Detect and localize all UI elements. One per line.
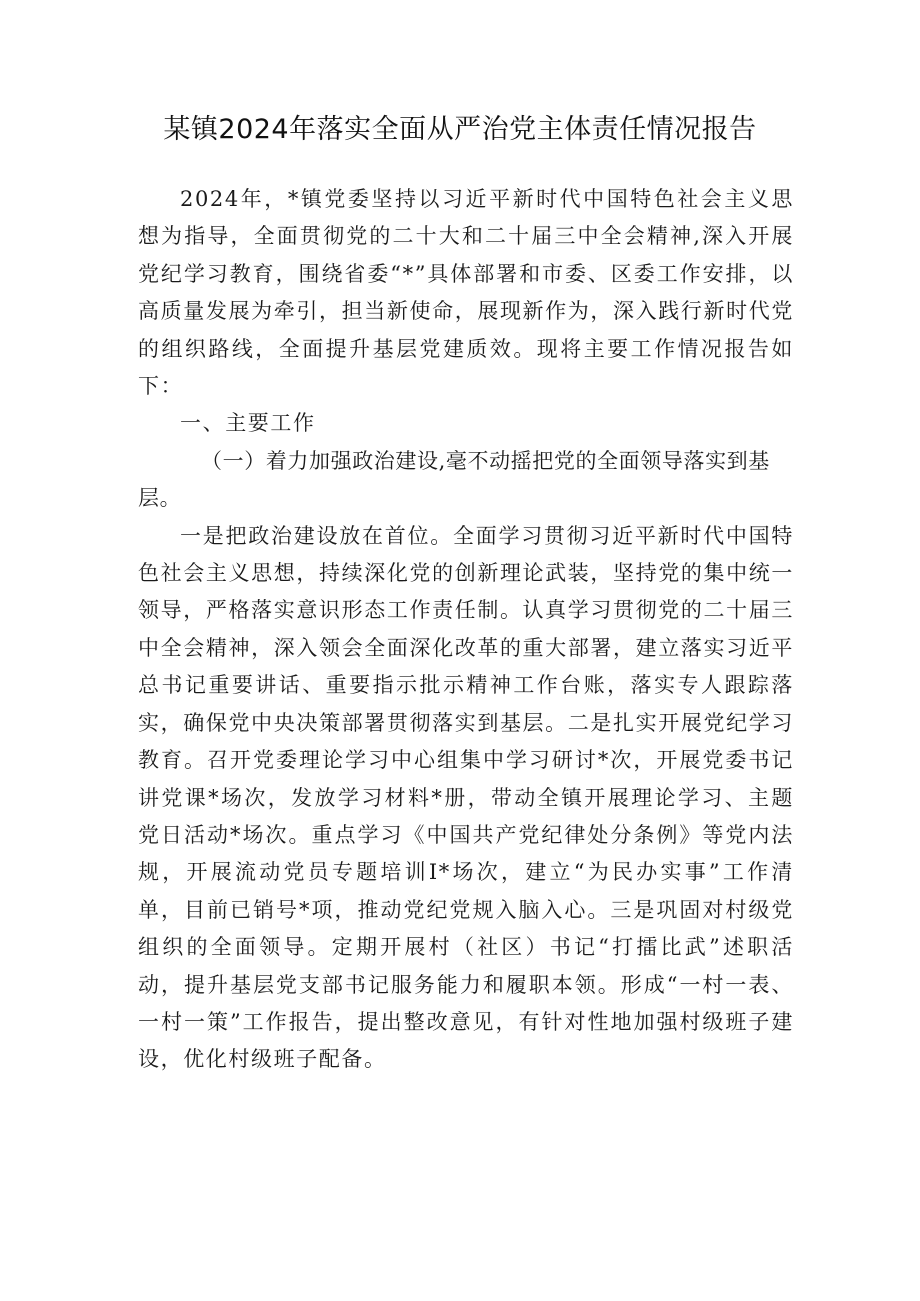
subsection-heading: （一）着力加强政治建设,毫不动摇把党的全面领导落实到基层。 [138, 448, 770, 511]
intro-paragraph: 2024年，*镇党委坚持以习近平新时代中国特色社会主义思想为指导，全面贯彻党的二十大和二十届三中全会精神,深入开展党纪学习教育，围绕省委“*”具体部署和市委、区委工作安排，以高质量发展为牵引，担当新使命，展现新作为，深入践行新时代党的组织路线，全面提升基层党建质效。现将主要工作情况报告如下： [138, 187, 794, 399]
section-heading: 一、主要工作 [180, 411, 316, 436]
body-paragraph: 一是把政治建设放在首位。全面学习贯彻习近平新时代中国特色社会主义思想，持续深化党的创新理论武装，坚持党的集中统一领导，严格落实意识形态工作责任制。认真学习贯彻党的二十届三中全会精神，深入领会全面深化改革的重大部署，建立落实习近平总书记重要讲话、重要指示批示精神工作台账，落实专人跟踪落实，确保党中央决策部署贯彻落实到基层。二是扎实开展党纪学习教育。召开党委理论学习中心组集中学习研讨*次，开展党委书记讲党课*场次，发放学习材料*册，带动全镇开展理论学习、主题党日活动*场次。重点学习《中国共产党纪律处分条例》等党内法规，开展流动党员专题培训I*场次，建立“为民办实事”工作清单，目前已销号*项，推动党纪党规入脑入心。三是巩固对村级党组织的全面领导。定期开展村（社区）书记“打擂比武”述职活动，提升基层党支部书记服务能力和履职本领。形成“一村一表、一村一策”工作报告，提出整改意见，有针对性地加强村级班子建设，优化村级班子配备。 [138, 523, 794, 1072]
document-body [138, 181, 794, 1079]
document-title: 某镇2024年落实全面从严治党主体责任情况报告 [163, 114, 757, 145]
